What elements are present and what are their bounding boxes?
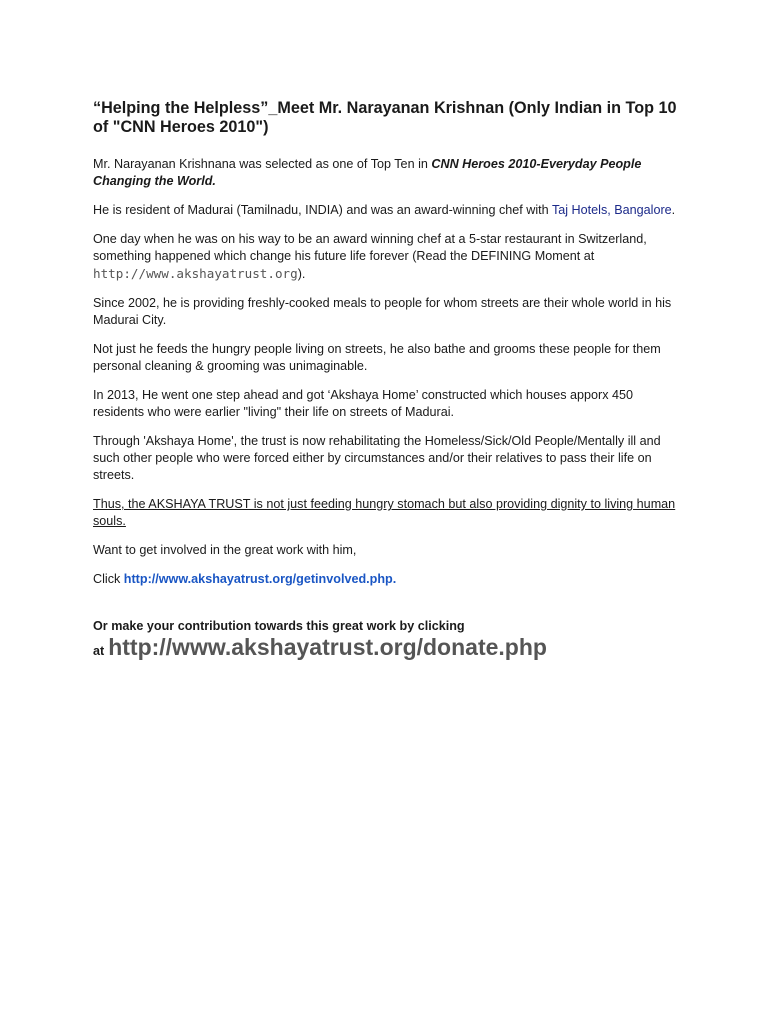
taj-hotels-link[interactable]: Taj Hotels, Bangalore xyxy=(551,203,672,217)
paragraph-defining-moment: One day when he was on his way to be an award winning chef at a 5-star restaurant in Switzerland, something happened which change his future life forever (Read the DEFINING Moment at http://www.akshayatrust.org). xyxy=(93,232,647,281)
donate-link[interactable]: http://www.akshayatrust.org/donate.php xyxy=(108,634,547,660)
paragraph-since-2002: Since 2002, he is providing freshly-cooked meals to people for whom streets are their whole world in his Madurai City. xyxy=(93,296,672,327)
paragraph-get-involved: Want to get involved in the great work with him, xyxy=(93,543,357,557)
contribution-text: Or make your contribution towards this great work by clicking xyxy=(93,619,465,633)
akshayatrust-link[interactable]: http://www.akshayatrust.org xyxy=(93,266,298,281)
paragraph-defining-moment-text: One day when he was on his way to be an award winning chef at a 5-star restaurant in Switzerland, something happened which change his future life forever (Read the DEFINING Moment at xyxy=(93,232,647,263)
paragraph-residence: He is resident of Madurai (Tamilnadu, INDIA) and was an award-winning chef with Taj Hotels, Bangalore. xyxy=(93,203,676,217)
paragraph-selection xyxy=(93,156,680,190)
paragraph-dignity: Thus, the AKSHAYA TRUST is not just feeding hungry stomach but also providing dignity to living human souls. xyxy=(93,497,676,528)
paragraph-akshaya-home: In 2013, He went one step ahead and got ‘Akshaya Home’ constructed which houses apporx 450 residents who were earlier "living" their life on streets of Madurai. xyxy=(93,388,634,419)
paragraph-selection-text: Mr. Narayanan Krishnana was selected as one of Top Ten in xyxy=(93,157,432,171)
paragraph-rehabilitation: Through 'Akshaya Home', the trust is now rehabilitating the Homeless/Sick/Old People/Mentally ill and such other people who were forced either by circumstances and/or their relatives to pass their life on streets. xyxy=(93,434,661,482)
get-involved-link[interactable]: http://www.akshayatrust.org/getinvolved.php xyxy=(123,572,393,586)
paragraph-grooming: Not just he feeds the hungry people living on streets, he also bathe and grooms these people for them personal cleaning & grooming was unimaginable. xyxy=(93,342,661,373)
paragraph-click: Click http://www.akshayatrust.org/getinvolved.php. xyxy=(93,572,397,586)
donate-at-label: at xyxy=(93,644,105,658)
document-title: “Helping the Helpless”_Meet Mr. Narayanan Krishnan (Only Indian in Top 10 of "CNN Heroes 2010") xyxy=(93,99,677,136)
cnn-heroes-emphasis: CNN Heroes 2010-Everyday People Changing the World. xyxy=(93,157,642,188)
donate-line xyxy=(93,635,680,663)
paragraph-residence-text: He is resident of Madurai (Tamilnadu, INDIA) and was an award-winning chef with xyxy=(93,203,552,217)
